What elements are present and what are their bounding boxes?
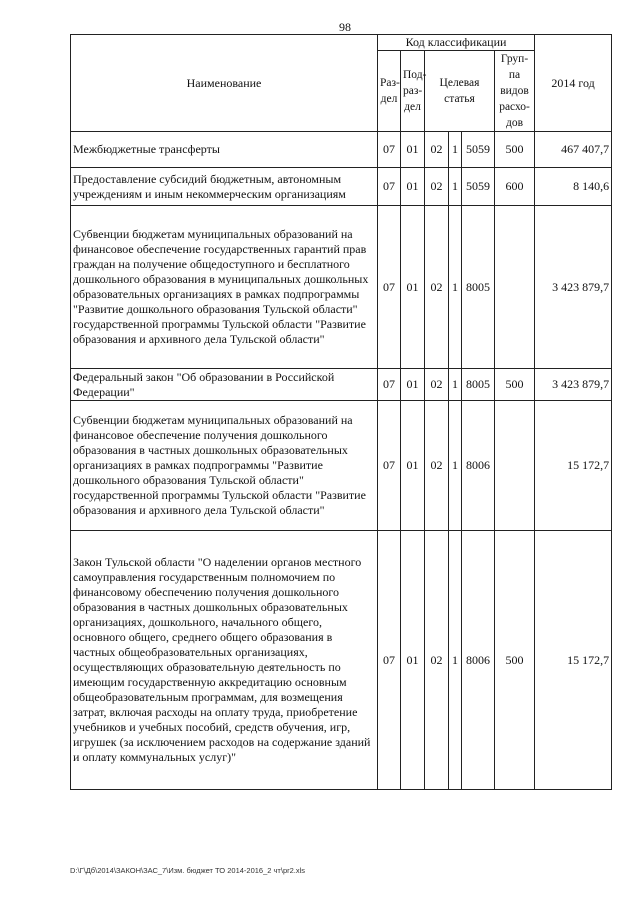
header-code-group: Код классификации [378,35,535,51]
row-razdel: 07 [378,206,401,369]
row-amount: 15 172,7 [535,531,612,790]
header-razdel: Раз-дел [378,51,401,132]
row-name: Федеральный закон "Об образовании в Российской Федерации" [71,369,378,401]
row-cs-program: 02 [425,206,449,369]
row-vr: 500 [495,369,535,401]
row-podrazdel: 01 [401,401,425,531]
page-number: 98 [339,20,351,34]
table-row [71,206,612,369]
file-path-footer: D:\Г\Дб\2014\ЗАКОН\ЗАС_7\Изм. бюджет ТО 2014-2016_2 чт\pr2.xls [70,866,306,875]
row-podrazdel: 01 [401,168,425,206]
row-cs-sub: 1 [449,369,462,401]
row-cs-code: 8005 [462,369,495,401]
table-row [71,132,612,168]
row-cs-program: 02 [425,531,449,790]
row-vr: 500 [495,132,535,168]
row-amount: 467 407,7 [535,132,612,168]
row-cs-program: 02 [425,401,449,531]
row-amount: 3 423 879,7 [535,369,612,401]
row-cs-sub: 1 [449,206,462,369]
row-cs-program: 02 [425,369,449,401]
row-razdel: 07 [378,132,401,168]
row-podrazdel: 01 [401,369,425,401]
row-vr: 600 [495,168,535,206]
row-vr [495,401,535,531]
row-podrazdel: 01 [401,531,425,790]
row-razdel: 07 [378,531,401,790]
row-razdel: 07 [378,168,401,206]
row-razdel: 07 [378,401,401,531]
row-name: Закон Тульской области "О наделении органов местного самоуправления государственным полномочием по финансовому обеспечению получения дошкольного образования в частных дошкольных образовательных организациях, дошкольного, начального общего, основного общего, среднего общего образования в частных общеобразовательных организациях, осуществляющих образовательную деятельность по имеющим государственную аккредитацию основным общеобразовательным программам, для возмещения затрат, включая расходы на оплату труда, приобретение учебников и учебных пособий, средств обучения, игр, игрушек (за исключением расходов на содержание зданий и оплату коммунальных услуг)" [71,531,378,790]
budget-table [70,34,612,790]
header-row-top [71,35,612,51]
row-podrazdel: 01 [401,206,425,369]
row-cs-sub: 1 [449,531,462,790]
row-cs-code: 5059 [462,168,495,206]
header-name: Наименование [71,35,378,132]
table-row [71,531,612,790]
row-amount: 15 172,7 [535,401,612,531]
row-podrazdel: 01 [401,132,425,168]
row-cs-sub: 1 [449,168,462,206]
row-amount: 3 423 879,7 [535,206,612,369]
row-name: Предоставление субсидий бюджетным, автономным учреждениям и иным некоммерческим организациям [71,168,378,206]
row-name: Субвенции бюджетам муниципальных образований на финансовое обеспечение государственных гарантий прав граждан на получение общедоступного и бесплатного дошкольного образования в муниципальных дошкольных образовательных организациях в рамках подпрограммы "Развитие дошкольного образования Тульской области" государственной программы Тульской области "Развитие образования и архивного дела Тульской области" [71,206,378,369]
header-podrazdel: Под-раз-дел [401,51,425,132]
header-year: 2014 год [535,35,612,132]
row-cs-code: 8006 [462,401,495,531]
header-gruppa: Груп-па видов расхо-дов [495,51,535,132]
row-vr: 500 [495,531,535,790]
table-row [71,369,612,401]
row-cs-code: 8005 [462,206,495,369]
row-cs-program: 02 [425,168,449,206]
row-cs-sub: 1 [449,401,462,531]
row-cs-sub: 1 [449,132,462,168]
row-cs-code: 5059 [462,132,495,168]
table-row [71,168,612,206]
row-vr [495,206,535,369]
table-row [71,401,612,531]
row-razdel: 07 [378,369,401,401]
row-amount: 8 140,6 [535,168,612,206]
header-celevaya: Целевая статья [425,51,495,132]
row-name: Субвенции бюджетам муниципальных образований на финансовое обеспечение получения дошкольного образования в частных дошкольных образовательных организациях в рамках подпрограммы "Развитие дошкольного образования Тульской области" государственной программы Тульской области "Развитие образования и архивного дела Тульской области" [71,401,378,531]
row-name: Межбюджетные трансферты [71,132,378,168]
row-cs-code: 8006 [462,531,495,790]
row-cs-program: 02 [425,132,449,168]
